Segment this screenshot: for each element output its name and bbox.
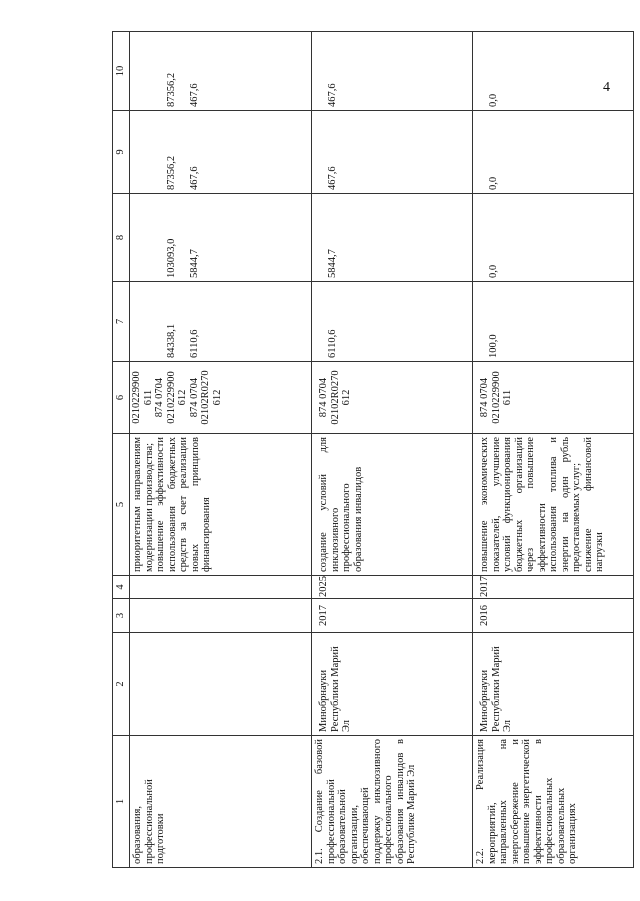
header-cell-6: 6 [113,362,130,434]
header-cell-7: 7 [113,282,130,362]
header-row [113,32,130,868]
amount-cell-10 [130,32,312,111]
budget-code: 874 0704 [318,377,329,418]
header-cell-9: 9 [113,111,130,194]
budget-code-cell [473,362,634,434]
amount-cell-9: 0,0 [473,111,634,194]
header-cell-5: 5 [113,434,130,576]
header-cell-1: 1 [113,736,130,868]
amount-cell-10: 0,0 [473,32,634,111]
executor-cell: Минобрнауки Республики Марий Эл [312,633,473,736]
page-number: 4 [603,80,610,95]
budget-code: 612 [177,389,188,406]
budget-code-cell [130,362,312,434]
event-name-cell: образования, профессиональной подготовки [130,736,312,868]
result-cell [130,434,312,576]
amount-cell-8: 5844,7 [312,194,473,282]
start-year-cell [130,599,312,633]
table-row [130,32,312,868]
amount-cell-9 [130,111,312,194]
budget-code: 612 [211,389,223,406]
event-name-cell: 2.2. Реализация мероприятий, направленных на энергосбережение и повышение энергетической эффективности в профессиональных образовательных организациях [473,736,634,868]
start-year-cell: 2017 [312,599,473,633]
header-cell-4: 4 [113,576,130,599]
budget-code: 612 [341,389,352,406]
end-year-cell [130,576,312,599]
budget-code: 02102R0270 [329,370,341,425]
header-cell-8: 8 [113,194,130,282]
program-table [112,31,634,868]
amount-value: 87356,2 [166,155,177,190]
table-row [312,32,473,868]
amount-cell-7: 6110,6 [312,282,473,362]
rotated-table-container [112,32,605,868]
amount-cell-7: 100,0 [473,282,634,362]
amount-value: 5844,7 [188,249,200,278]
budget-code: 0210229900 [165,371,177,424]
budget-code: 611 [502,389,513,406]
budget-code: 874 0704 [188,377,200,418]
budget-code: 02102R0270 [200,370,211,425]
result-line: создание условий для инклюзивного профессионального образования инвалидов [318,437,364,572]
result-line: снижение финансовой нагрузки [582,437,605,572]
budget-code: 611 [142,389,154,406]
amount-cell-10: 467,6 [312,32,473,111]
result-line: повышение эффективности использования бюджетных средств за счет реализации новых принципов финансирования [155,437,212,572]
executor-cell: Минобрнауки Республики Марий Эл [473,633,634,736]
end-year-cell: 2017 [473,576,634,599]
result-line: повышение экономических показателей, улучшение условий функционирования бюджетных организаций через повышение эффективности использования топлива и энергии на один рубль предоставляемых услуг; [479,437,582,572]
header-cell-3: 3 [113,599,130,633]
result-line: приоритетным направлениям модернизации производства; [132,437,155,572]
amount-value: 6110,6 [188,329,200,358]
amount-value: 103093,0 [166,238,177,278]
header-cell-10: 10 [113,32,130,111]
amount-cell-8: 0,0 [473,194,634,282]
amount-cell-8 [130,194,312,282]
result-cell [473,434,634,576]
result-cell [312,434,473,576]
budget-code: 0210229900 [490,371,502,424]
executor-cell [130,633,312,736]
amount-cell-9: 467,6 [312,111,473,194]
event-name-cell: 2.1. Создание базовой профессиональной образовательной организации, обеспечивающей поддержку инклюзивного профессионального образования инвалидов в Республике Марий Эл [312,736,473,868]
amount-cell-7 [130,282,312,362]
budget-code: 874 0704 [154,377,165,418]
budget-code: 874 0704 [479,377,490,418]
header-cell-2: 2 [113,633,130,736]
table-row [473,32,634,868]
start-year-cell: 2016 [473,599,634,633]
amount-value: 467,6 [188,166,200,190]
amount-value: 84338,1 [166,323,177,358]
amount-value: 87356,2 [166,72,177,107]
amount-value: 467,6 [188,83,200,107]
budget-code: 0210229900 [131,371,142,424]
budget-code-cell [312,362,473,434]
end-year-cell: 2025 [312,576,473,599]
